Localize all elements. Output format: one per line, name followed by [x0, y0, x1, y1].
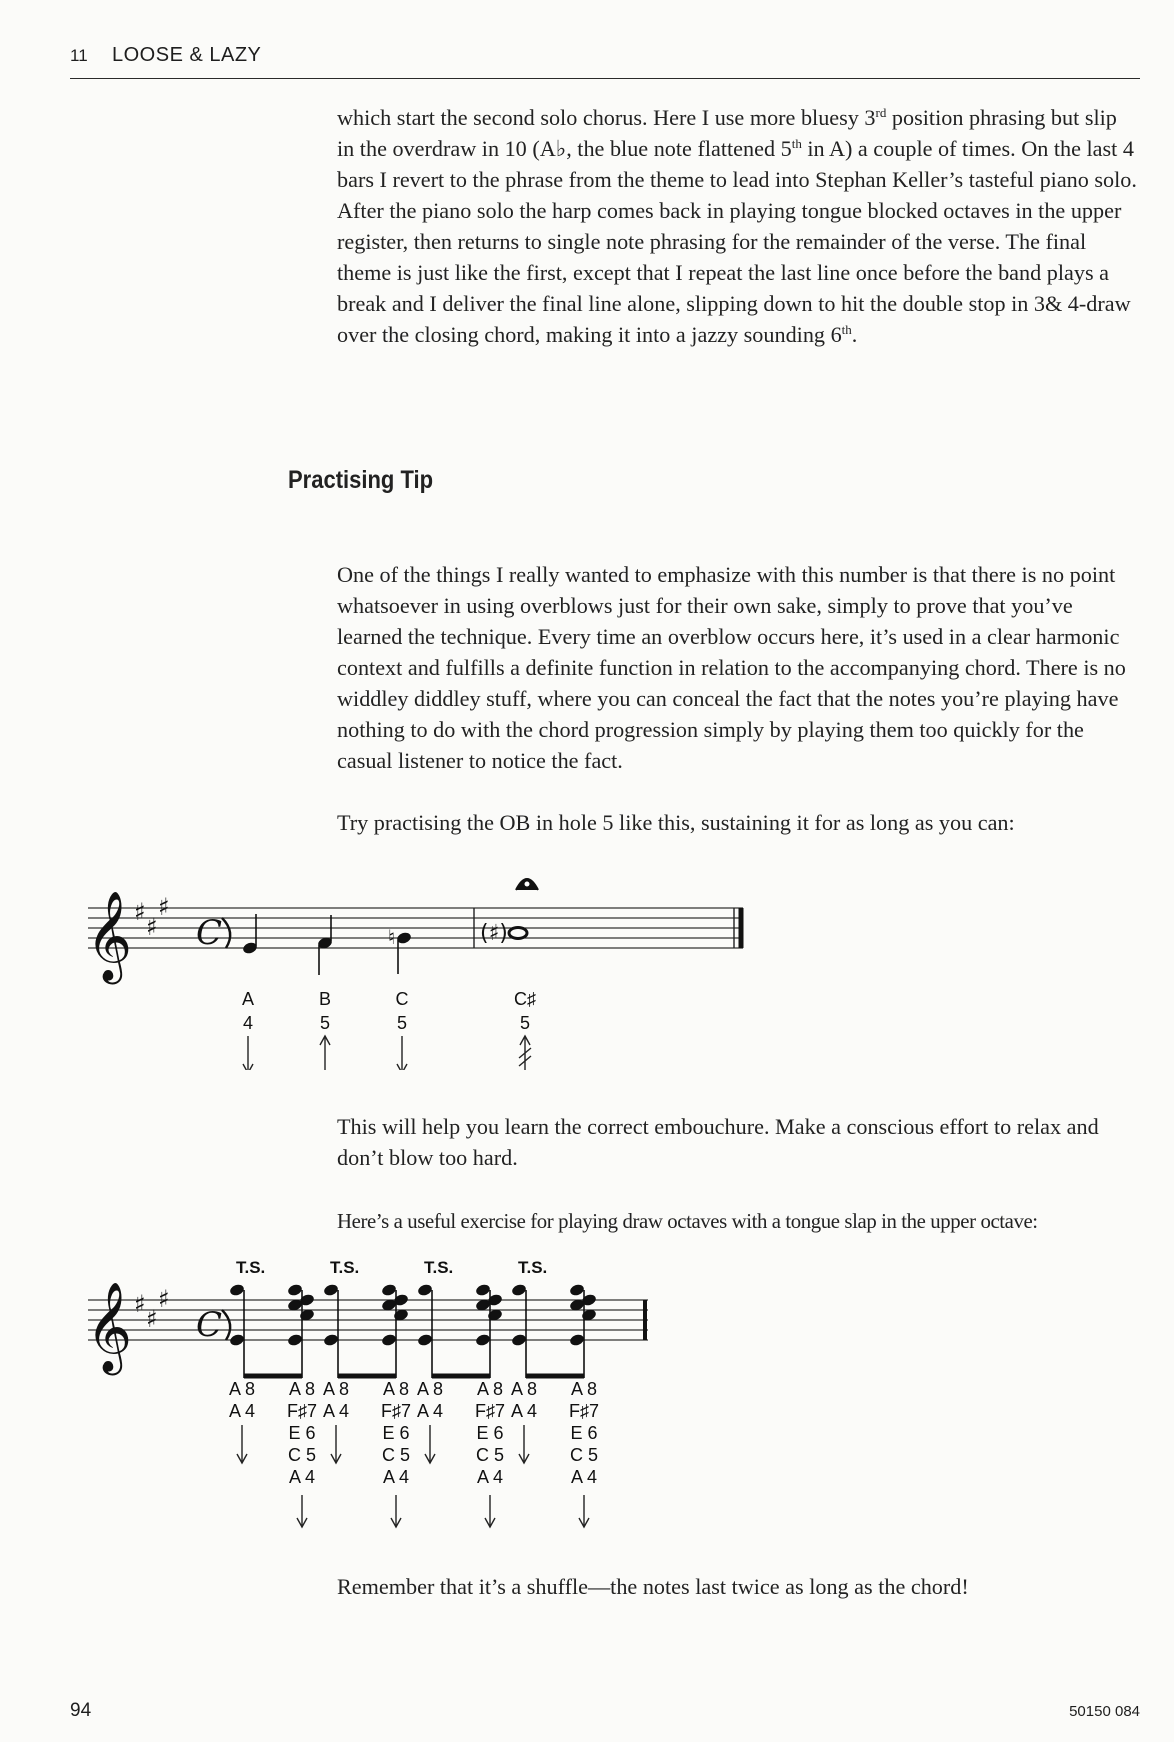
tab-chord-top: A 8 [382, 1379, 410, 1399]
tab-upper-octave: A 8 [416, 1379, 444, 1399]
tab-chord-note: E 6 [476, 1423, 504, 1443]
tab-chord-note: A 4 [476, 1467, 504, 1487]
text-run: position phrasing but slip in the overdraw in 10 (A♭, the blue note flattened 5 [337, 105, 1117, 161]
tab-lower-octave: A 4 [416, 1401, 444, 1421]
octave-group-2 [323, 1258, 410, 1378]
note-c5-natural-draw [388, 925, 412, 974]
svg-text:♯: ♯ [146, 913, 158, 941]
tab-chord-note: A 4 [570, 1467, 598, 1487]
tab-group-1 [229, 1379, 317, 1527]
tab-chord-top: A 8 [570, 1379, 598, 1399]
shuffle-reminder: Remember that it’s a shuffle—the notes last twice as long as the chord! [337, 1574, 969, 1599]
tab-chord-note: E 6 [570, 1423, 598, 1443]
tab-chord-note: C 5 [287, 1445, 317, 1465]
music-example-octaves [0, 1245, 1174, 1545]
note-c-sharp-whole-overblow [480, 921, 527, 946]
tab-group-3 [417, 1379, 505, 1527]
tongue-slap-marking: T.S. [330, 1258, 360, 1277]
music-example-overblow [0, 870, 1174, 1070]
tab-chord-top: A 8 [288, 1379, 316, 1399]
tab-upper-octave: A 8 [510, 1379, 538, 1399]
draw-arrow-icon [331, 1425, 341, 1463]
draw-arrow-icon [485, 1495, 495, 1527]
tab-note-2 [319, 989, 331, 1070]
draw-arrow-icon [243, 1036, 253, 1070]
tongue-slap-marking: T.S. [236, 1258, 266, 1277]
tab-chord-note: F♯7 [380, 1401, 412, 1421]
exercise-intro-1: Try practising the OB in hole 5 like this, sustaining it for as long as you can: [337, 810, 1015, 835]
svg-text:♯: ♯ [134, 1290, 146, 1318]
page-header [70, 40, 1140, 79]
tab-group-2 [323, 1379, 411, 1527]
tab-hole-number: 5 [319, 1013, 331, 1033]
tongue-slap-marking: T.S. [424, 1258, 454, 1277]
svg-text:♯: ♯ [134, 898, 146, 926]
text-run: . [851, 322, 858, 347]
tab-note-name: A [241, 989, 255, 1009]
tab-chord-note: A 4 [382, 1467, 410, 1487]
tab-chord-note: C 5 [475, 1445, 505, 1465]
tab-chord-note: F♯7 [568, 1401, 600, 1421]
tab-note-name: B [318, 989, 332, 1009]
tab-lower-octave: A 4 [322, 1401, 350, 1421]
treble-clef-icon: 𝄞 [86, 1282, 133, 1372]
tab-note-name: C [395, 989, 409, 1009]
draw-arrow-icon [391, 1495, 401, 1527]
svg-text:♯: ♯ [158, 1285, 170, 1313]
tab-lower-octave: A 4 [510, 1401, 538, 1421]
intro-paragraph [337, 102, 1137, 350]
superscript: th [841, 322, 852, 337]
staff-lines [88, 1300, 648, 1340]
tip-paragraph: One of the things I really wanted to emphasize with this number is that there is no point whatsoever in using overblows just for their own sake, simply to prove that you’ve learned the technique. Every time an overblow occurs here, it’s used in a clear harmonic context and fulfills a definite function in relation to the accompanying chord. There is no widdley diddley stuff, where you can conceal the fact that the notes you’re playing have nothing to do with the chord progression simply by playing them too quickly for the casual listener to notice the fact. [337, 562, 1126, 773]
tab-lower-octave: A 4 [228, 1401, 256, 1421]
tab-chord-note: E 6 [288, 1423, 316, 1443]
svg-text:♮: ♮ [388, 925, 396, 949]
tab-hole-number: 4 [242, 1013, 254, 1033]
tab-chord-top: A 8 [476, 1379, 504, 1399]
draw-arrow-icon [297, 1495, 307, 1527]
tab-upper-octave: A 8 [228, 1379, 256, 1399]
tab-chord-note: C 5 [569, 1445, 599, 1465]
text-run: which start the second solo chorus. Here I use more bluesy 3 [337, 105, 876, 130]
tab-group-4 [511, 1379, 599, 1527]
svg-text:♯: ♯ [146, 1305, 158, 1333]
draw-arrow-icon [425, 1425, 435, 1463]
draw-arrow-icon [397, 1036, 407, 1070]
key-signature-sharps-icon [134, 1285, 170, 1333]
tab-hole-number: 5 [519, 1013, 531, 1033]
svg-text:♯: ♯ [158, 893, 170, 921]
svg-text:(♯): (♯) [480, 921, 508, 946]
superscript: rd [875, 105, 887, 120]
tab-note-1 [242, 989, 254, 1070]
embouchure-paragraph: This will help you learn the correct embouchure. Make a conscious effort to relax and don’t blow too hard. [337, 1114, 1099, 1170]
treble-clef-icon: 𝄞 [86, 891, 133, 981]
text-run: in A) a couple of times. On the last 4 bars I revert to the phrase from the theme to lead into Stephan Keller’s tasteful piano solo. After the piano solo the harp comes back in playing tongue blocked octaves in the upper register, then returns to single note phrasing for the remainder of the verse. The final theme is just like the first, except that I repeat the last line once before the band plays a break and I deliver the final line alone, slipping down to hit the double stop in 3& 4-draw over the closing chord, making it into a jazzy sounding 6 [337, 136, 1137, 347]
chapter-number: 11 [70, 46, 88, 65]
octave-group-1 [229, 1258, 316, 1378]
fermata-icon [516, 879, 538, 890]
draw-arrow-icon [519, 1425, 529, 1463]
tab-note-3 [396, 989, 409, 1070]
tongue-slap-marking: T.S. [518, 1258, 548, 1277]
catalog-number: 50150 084 [1069, 1703, 1140, 1720]
chapter-title: LOOSE & LAZY [112, 44, 262, 66]
superscript: th [791, 136, 802, 151]
tab-upper-octave: A 8 [322, 1379, 350, 1399]
note-b5-blow [317, 915, 334, 975]
tab-chord-note: A 4 [288, 1467, 316, 1487]
time-signature: C [196, 1305, 223, 1345]
note-a4-draw [242, 914, 259, 955]
tab-note-name: C♯ [514, 989, 536, 1009]
slur-mark [222, 1310, 230, 1340]
time-signature: C [196, 913, 223, 953]
section-heading: Practising Tip [288, 466, 434, 494]
key-signature-sharps-icon [134, 893, 170, 941]
slur-mark [222, 918, 230, 948]
octave-group-3 [417, 1258, 504, 1378]
octave-group-4 [511, 1258, 598, 1378]
exercise-intro-2: Here’s a useful exercise for playing draw octaves with a tongue slap in the upper octave: [337, 1210, 1038, 1233]
page-number: 94 [70, 1700, 92, 1721]
tab-hole-number: 5 [396, 1013, 408, 1033]
draw-arrow-icon [237, 1425, 247, 1463]
tab-note-4 [514, 989, 536, 1070]
tab-chord-note: C 5 [381, 1445, 411, 1465]
overblow-arrow-icon [519, 1036, 531, 1070]
tab-chord-note: F♯7 [474, 1401, 506, 1421]
draw-arrow-icon [579, 1495, 589, 1527]
tab-chord-note: F♯7 [286, 1401, 318, 1421]
staff-lines [88, 908, 743, 948]
tab-chord-note: E 6 [382, 1423, 410, 1443]
blow-arrow-icon [320, 1036, 330, 1070]
